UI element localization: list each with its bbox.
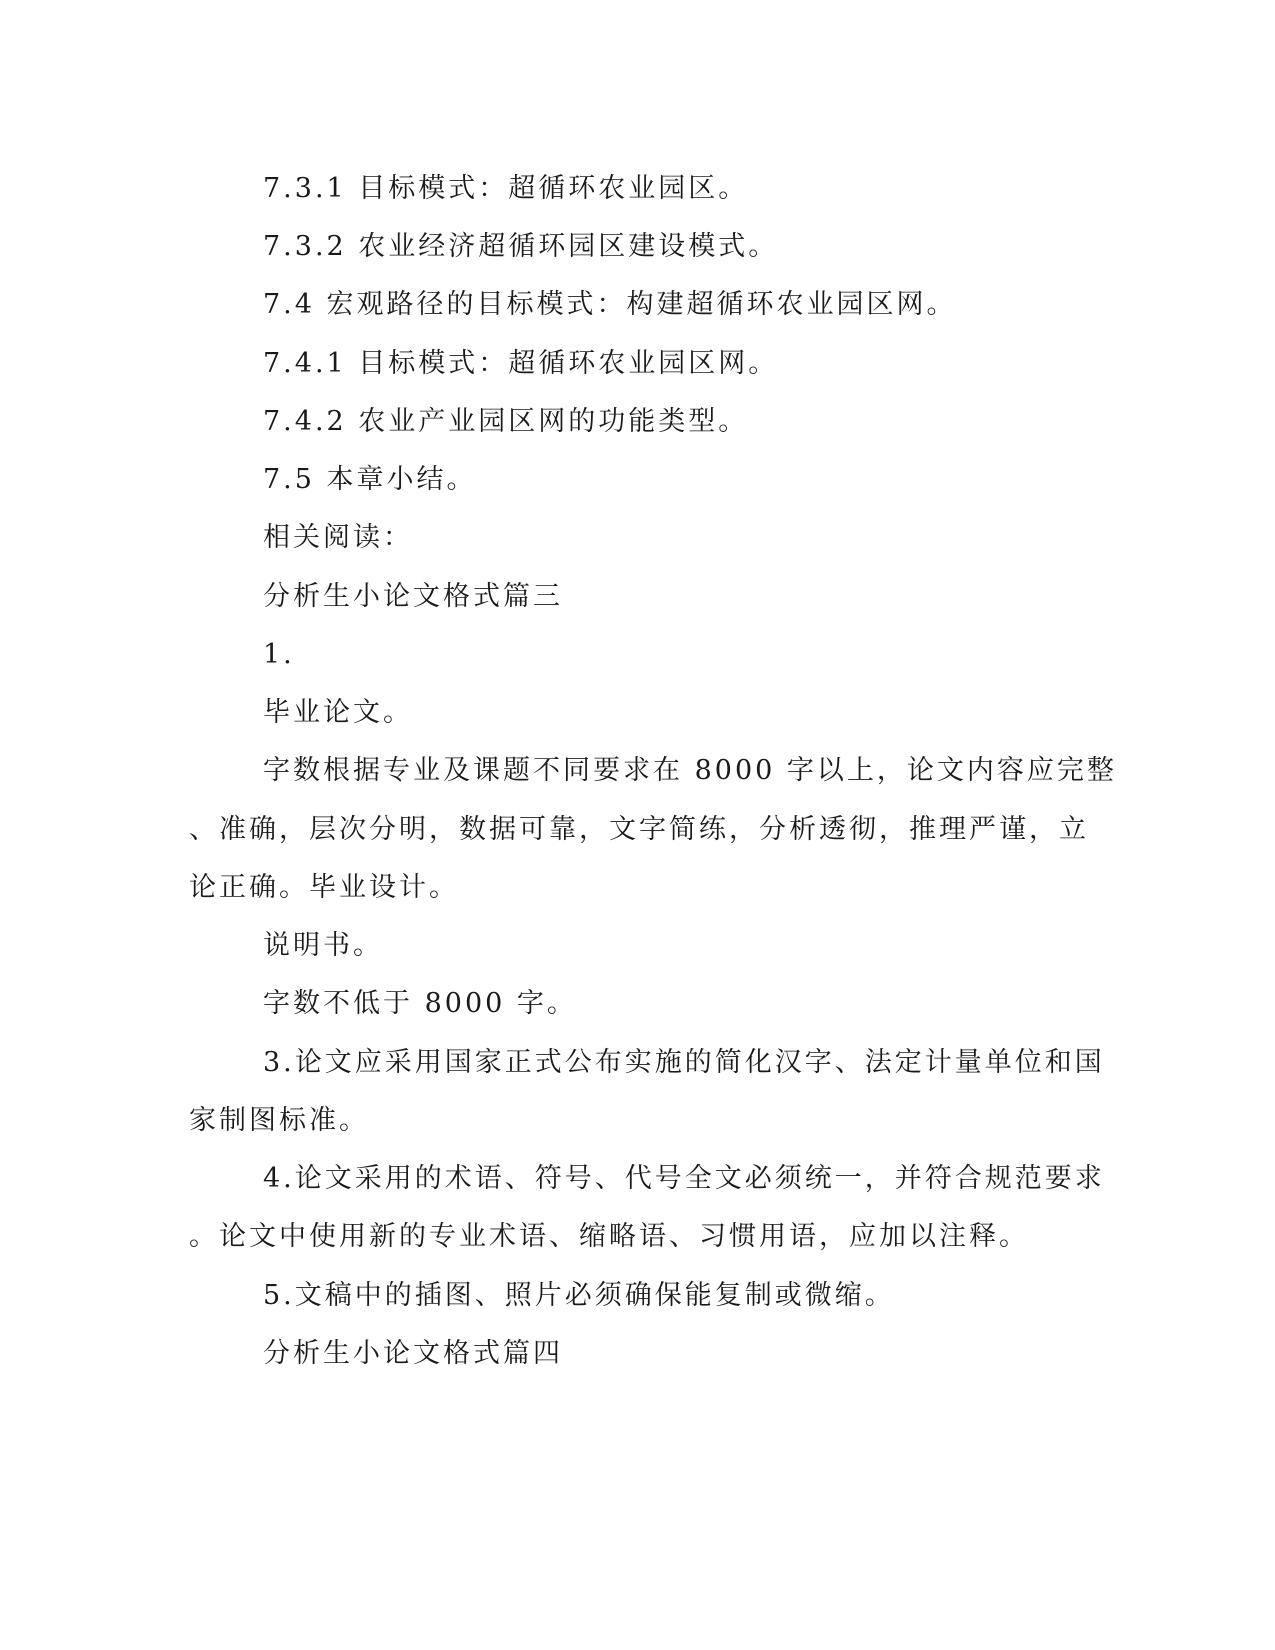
text-line: 7.3.1 目标模式：超循环农业园区。 <box>263 173 749 204</box>
paragraph-line: 。论文中使用新的专业术语、缩略语、习惯用语，应加以注释。 <box>189 1221 1029 1252</box>
paragraph-line: 4.论文采用的术语、符号、代号全文必须统一，并符合规范要求 <box>263 1163 1105 1194</box>
text-line: 字数不低于 8000 字。 <box>263 988 577 1019</box>
text-line: 7.5 本章小结。 <box>263 464 477 495</box>
paragraph-line: 3.论文应采用国家正式公布实施的简化汉字、法定计量单位和国 <box>263 1047 1105 1078</box>
text-line: 相关阅读： <box>263 522 413 553</box>
text-line: 说明书。 <box>263 930 383 961</box>
paragraph-line: 、准确，层次分明，数据可靠，文字简练，分析透彻，推理严谨，立 <box>189 814 1089 845</box>
paragraph-line: 字数根据专业及课题不同要求在 8000 字以上，论文内容应完整 <box>263 755 1117 786</box>
paragraph-line: 5.文稿中的插图、照片必须确保能复制或微缩。 <box>263 1280 895 1311</box>
text-line: 7.3.2 农业经济超循环园区建设模式。 <box>263 231 779 262</box>
text-line: 7.4.1 目标模式：超循环农业园区网。 <box>263 348 779 379</box>
paragraph-line: 论正确。毕业设计。 <box>189 872 459 903</box>
paragraph-line: 家制图标准。 <box>189 1105 369 1136</box>
section-heading: 分析生小论文格式篇四 <box>263 1338 563 1369</box>
text-line: 7.4 宏观路径的目标模式：构建超循环农业园区网。 <box>263 289 957 320</box>
section-heading: 分析生小论文格式篇三 <box>263 581 563 612</box>
text-line: 7.4.2 农业产业园区网的功能类型。 <box>263 406 749 437</box>
text-line: 毕业论文。 <box>263 697 413 728</box>
text-line: 1. <box>263 639 295 670</box>
